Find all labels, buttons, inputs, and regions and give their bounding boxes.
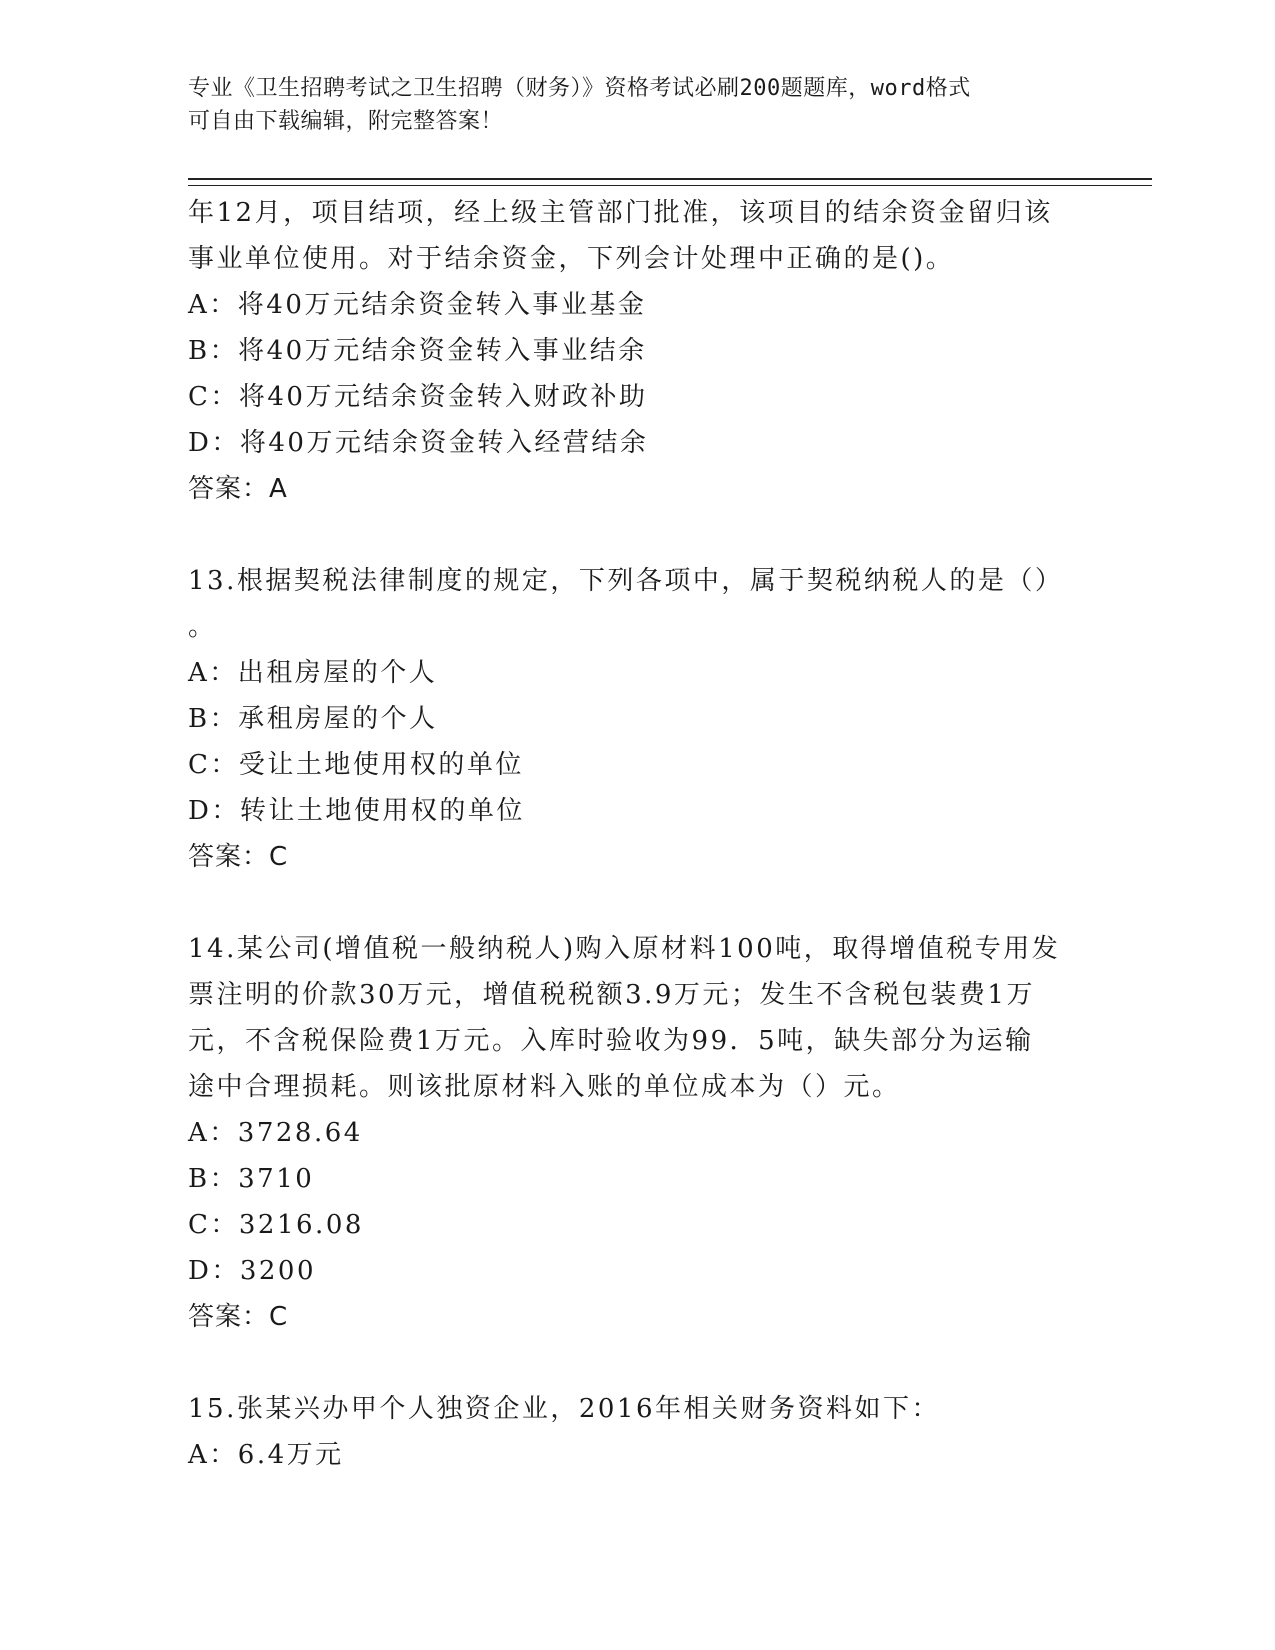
- option-a: A：出租房屋的个人: [188, 658, 438, 688]
- option-a: A：3728.64: [188, 1118, 363, 1148]
- option-c: C：受让土地使用权的单位: [188, 750, 524, 780]
- option-d: D：3200: [188, 1256, 317, 1286]
- question-stem-line: 事业单位使用。对于结余资金，下列会计处理中正确的是()。: [188, 244, 955, 274]
- answer-line: 答案：A: [188, 474, 288, 504]
- question-stem-line: 年12月，项目结项，经上级主管部门批准，该项目的结余资金留归该: [188, 198, 1053, 228]
- option-d: D：转让土地使用权的单位: [188, 796, 525, 826]
- answer-line: 答案：C: [188, 842, 289, 872]
- spacer: [188, 880, 1088, 926]
- header-line-1: 专业《卫生招聘考试之卫生招聘（财务）》资格考试必刷200题题库，word格式: [188, 76, 971, 101]
- question-stem-line: 票注明的价款30万元，增值税税额3.9万元；发生不含税包装费1万: [188, 980, 1035, 1010]
- option-a: A：6.4万元: [188, 1440, 344, 1470]
- answer-line: 答案：C: [188, 1302, 289, 1332]
- question-15: [188, 1386, 1088, 1478]
- option-b: B：3710: [188, 1164, 315, 1194]
- question-stem-line: 14.某公司(增值税一般纳税人)购入原材料100吨，取得增值税专用发: [188, 934, 1061, 964]
- option-d: D：将40万元结余资金转入经营结余: [188, 428, 649, 458]
- question-stem-line: 13.根据契税法律制度的规定，下列各项中，属于契税纳税人的是（）: [188, 566, 1064, 596]
- spacer: [188, 512, 1088, 558]
- option-b: B：将40万元结余资金转入事业结余: [188, 336, 647, 366]
- option-a: A：将40万元结余资金转入事业基金: [188, 290, 647, 320]
- header-line-2: 可自由下载编辑，附完整答案！: [188, 109, 504, 134]
- spacer: [188, 1340, 1088, 1386]
- question-list: [188, 190, 1088, 1478]
- question-stem-line: 元，不含税保险费1万元。入库时验收为99．5吨，缺失部分为运输: [188, 1026, 1034, 1056]
- question-stem-line: 15.张某兴办甲个人独资企业，2016年相关财务资料如下：: [188, 1394, 941, 1424]
- question-stem-line: 。: [188, 612, 217, 642]
- option-b: B：承租房屋的个人: [188, 704, 438, 734]
- question-12: [188, 190, 1088, 512]
- option-c: C：3216.08: [188, 1210, 364, 1240]
- question-stem-line: 途中合理损耗。则该批原材料入账的单位成本为（）元。: [188, 1072, 901, 1102]
- option-c: C：将40万元结余资金转入财政补助: [188, 382, 648, 412]
- document-header: [188, 72, 1068, 138]
- question-14: [188, 926, 1088, 1340]
- header-divider: [188, 178, 1152, 186]
- question-13: [188, 558, 1088, 880]
